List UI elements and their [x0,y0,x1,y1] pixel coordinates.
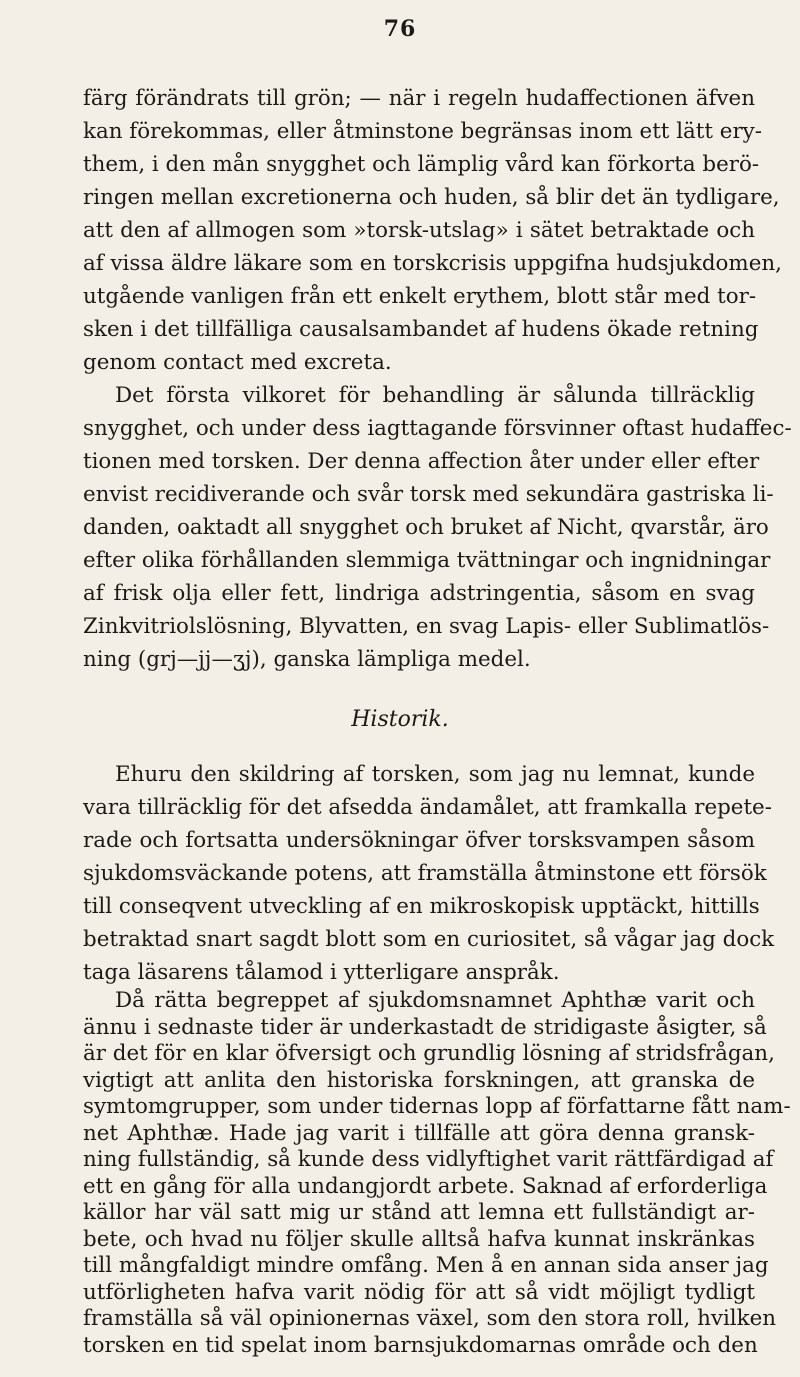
text-line: taga läsarens tålamod i ytterligare anspråk. [83,960,560,985]
text-line: efter olika förhållanden slemmiga tvättningar och ingnidningar [83,548,771,573]
text-line: färg förändrats till grön; — när i regeln hudaffectionen äfven [83,86,755,111]
text-line: ning fullständig, så kunde dess vidlyftighet varit rättfärdigad af [83,1147,774,1172]
text-line: till conseqvent utveckling af en mikroskopisk upptäckt, hittills [83,894,760,919]
text-line: sjukdomsväckande potens, att framställa åtminstone ett försök [83,861,767,886]
text-line: them, i den mån snygghet och lämplig vård kan förkorta berö- [83,152,760,177]
text-line: är det för en klar öfversigt och grundlig lösning af stridsfrågan, [83,1041,775,1066]
text-line: genom contact med excreta. [83,350,392,375]
text-line: framställa så väl opinionernas växel, som den stora roll, hvilken [83,1306,777,1331]
text-line: Då rätta begreppet af sjukdomsnamnet Aphthæ varit och [115,988,755,1013]
text-line: utgående vanligen från ett enkelt erythem, blott står med tor- [83,284,757,309]
text-line: utförligheten hafva varit nödig för att så vidt möjligt tydligt [83,1279,755,1305]
text-line: tionen med torsken. Der denna affection åter under eller efter [83,449,760,474]
text-line: Zinkvitriolslösning, Blyvatten, en svag Lapis- eller Sublimatlös- [83,614,770,639]
text-line: att den af allmogen som »torsk-utslag» i sätet betraktade och [83,218,755,243]
text-line: ännu i sednaste tider är underkastadt de stridigaste åsigter, så [83,1014,767,1040]
text-line: symtomgrupper, som under tidernas lopp af författarne fått nam- [83,1094,791,1119]
text-line: ringen mellan excretionerna och huden, så blir det än tydligare, [83,185,780,210]
text-line: Det första vilkoret för behandling är sålunda tillräcklig [115,383,755,408]
text-line: sken i det tillfälliga causalsambandet af hudens ökade retning [83,317,759,342]
text-line: betraktad snart sagdt blott som en curiositet, så vågar jag dock [83,927,775,952]
text-line: ett en gång för alla undangjordt arbete. Saknad af erforderliga [83,1173,768,1199]
text-line: af vissa äldre läkare som en torskcrisis uppgifna hudsjukdomen, [83,251,782,276]
text-line: af frisk olja eller fett, lindriga adstringentia, såsom en svag [83,581,755,606]
text-line: bete, och hvad nu följer skulle alltså hafva kunnat inskränkas [83,1226,755,1252]
text-line: envist recidiverande och svår torsk med sekundära gastriska li- [83,482,774,507]
text-line: vara tillräcklig för det afsedda ändamålet, att framkalla repete- [83,795,772,820]
text-line: ning (grj—jj—ʒj), ganska lämpliga medel. [83,647,531,672]
text-line: källor har väl satt mig ur stånd att lemna ett fullständigt ar- [83,1200,755,1225]
text-line: rade och fortsatta undersökningar öfver torsksvampen såsom [83,828,755,853]
text-line: Ehuru den skildring af torsken, som jag nu lemnat, kunde [115,762,755,787]
text-line: torsken en tid spelat inom barnsjukdomarnas område och den [83,1332,758,1358]
text-line: net Aphthæ. Hade jag varit i tillfälle att göra denna gransk- [83,1120,755,1146]
section-heading: Historik. [351,707,449,732]
text-line: vigtigt att anlita den historiska forskningen, att granska de [83,1067,755,1093]
text-line: danden, oaktadt all snygghet och bruket af Nicht, qvarstår, äro [83,515,769,540]
page-number: 76 [383,16,417,42]
text-line: kan förekommas, eller åtminstone begränsas inom ett lätt ery- [83,119,762,144]
text-line: snygghet, och under dess iagttagande försvinner oftast hudaffec- [83,416,792,441]
text-line: till mångfaldigt mindre omfång. Men å en annan sida anser jag [83,1253,769,1278]
